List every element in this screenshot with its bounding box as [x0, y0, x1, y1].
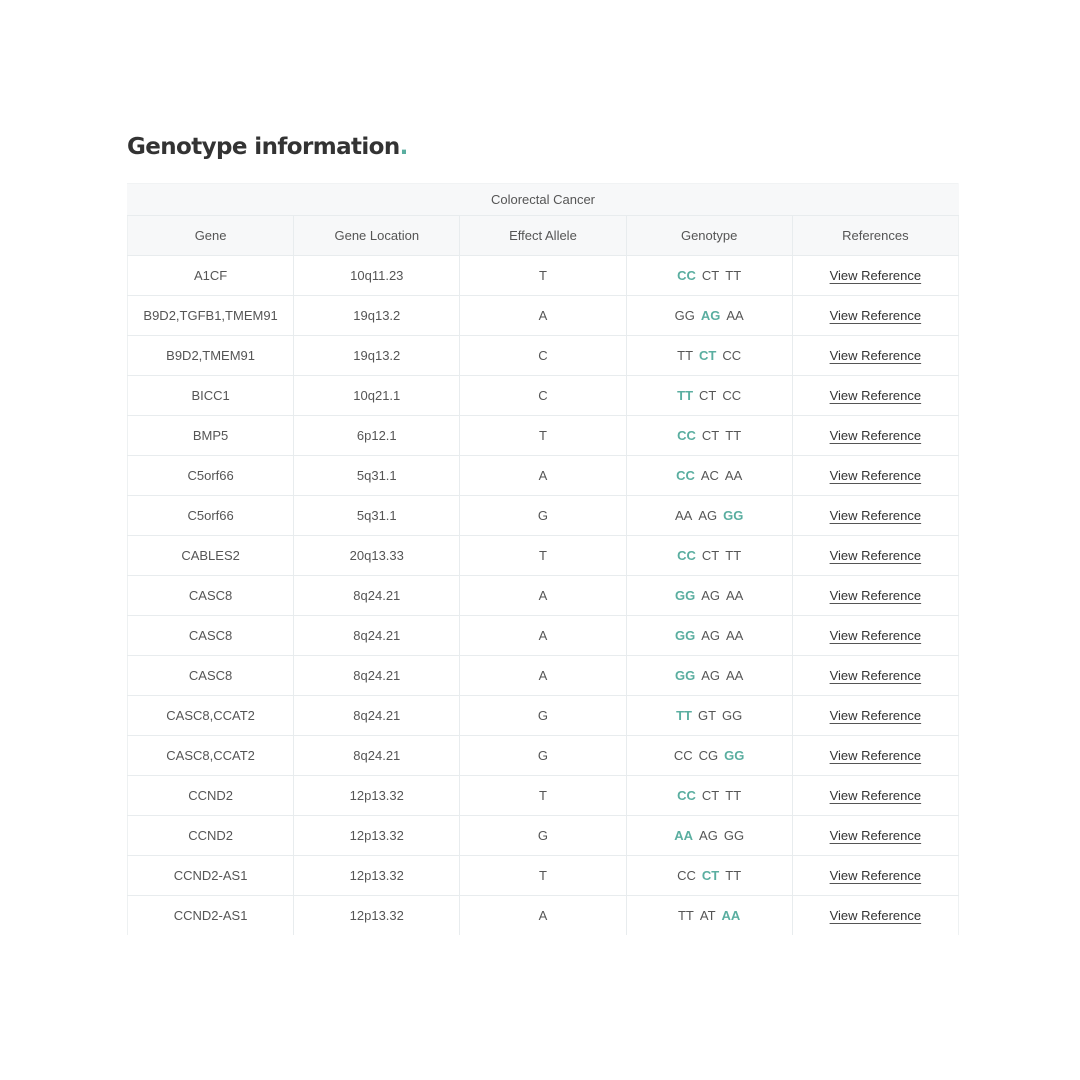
view-reference-link[interactable]: View Reference: [829, 388, 922, 403]
gene-cell: A1CF: [128, 256, 294, 296]
reference-cell: [792, 416, 958, 456]
genotype-value: TT: [677, 348, 694, 363]
reference-cell: [792, 376, 958, 416]
location-cell: 8q24.21: [294, 616, 460, 656]
reference-cell: [792, 816, 958, 856]
genotype-value: AA: [726, 588, 744, 603]
genotype-value-highlighted: GG: [674, 628, 696, 643]
table-row: [128, 296, 959, 336]
genotype-cell: [626, 736, 792, 776]
genotype-cell: [626, 336, 792, 376]
location-cell: 19q13.2: [294, 296, 460, 336]
effect-allele-cell: C: [460, 336, 626, 376]
genotype-value: AA: [674, 508, 693, 523]
genotype-value: GT: [697, 708, 717, 723]
view-reference-link[interactable]: View Reference: [829, 308, 922, 323]
table-caption: Colorectal Cancer: [128, 184, 959, 216]
table-row: [128, 536, 959, 576]
view-reference-link[interactable]: View Reference: [829, 548, 922, 563]
genotype-value: TT: [725, 268, 742, 283]
genotype-cell: [626, 616, 792, 656]
genotype-value-highlighted: AA: [674, 828, 694, 843]
reference-cell: [792, 536, 958, 576]
gene-cell: CASC8: [128, 576, 294, 616]
genotype-value: CT: [701, 788, 720, 803]
genotype-cell: [626, 856, 792, 896]
table-row: [128, 256, 959, 296]
effect-allele-cell: G: [460, 816, 626, 856]
genotype-value: TT: [725, 548, 742, 563]
table-header-row: [128, 216, 959, 256]
genotype-value-highlighted: GG: [674, 668, 696, 683]
location-cell: 20q13.33: [294, 536, 460, 576]
location-cell: 10q21.1: [294, 376, 460, 416]
genotype-value-highlighted: TT: [677, 388, 694, 403]
effect-allele-cell: A: [460, 456, 626, 496]
effect-allele-cell: A: [460, 656, 626, 696]
reference-cell: [792, 776, 958, 816]
genotype-value-highlighted: GG: [724, 748, 745, 763]
genotype-value-highlighted: CT: [699, 348, 717, 363]
genotype-cell: [626, 296, 792, 336]
effect-allele-cell: G: [460, 496, 626, 536]
location-cell: 12p13.32: [294, 776, 460, 816]
view-reference-link[interactable]: View Reference: [829, 348, 922, 363]
genotype-value: CC: [673, 748, 693, 763]
genotype-value-highlighted: CC: [677, 788, 696, 803]
genotype-cell: [626, 456, 792, 496]
genotype-value-highlighted: CT: [701, 868, 720, 883]
effect-allele-cell: A: [460, 296, 626, 336]
genotype-value: CC: [722, 348, 742, 363]
effect-allele-cell: A: [460, 616, 626, 656]
table-row: [128, 376, 959, 416]
genotype-value: GG: [723, 828, 745, 843]
view-reference-link[interactable]: View Reference: [829, 908, 922, 923]
view-reference-link[interactable]: View Reference: [829, 468, 922, 483]
genotype-value: AA: [726, 668, 744, 683]
effect-allele-cell: G: [460, 696, 626, 736]
table-row: [128, 616, 959, 656]
gene-cell: CASC8: [128, 656, 294, 696]
genotype-cell: [626, 776, 792, 816]
genotype-value-highlighted: CC: [677, 268, 696, 283]
location-cell: 6p12.1: [294, 416, 460, 456]
genotype-cell: [626, 416, 792, 456]
reference-cell: [792, 336, 958, 376]
location-cell: 8q24.21: [294, 736, 460, 776]
page-title: [127, 134, 408, 160]
effect-allele-cell: C: [460, 376, 626, 416]
table-body: [128, 256, 959, 936]
table-row: [128, 456, 959, 496]
view-reference-link[interactable]: View Reference: [829, 668, 922, 683]
genotype-cell: [626, 696, 792, 736]
location-cell: 19q13.2: [294, 336, 460, 376]
view-reference-link[interactable]: View Reference: [829, 788, 922, 803]
genotype-value: TT: [725, 428, 742, 443]
table-caption-row: [128, 184, 959, 216]
genotype-cell: [626, 816, 792, 856]
table-row: [128, 656, 959, 696]
genotype-value: AC: [700, 468, 719, 483]
column-header-references: References: [792, 216, 958, 256]
column-header-gene-location: Gene Location: [294, 216, 460, 256]
table-row: [128, 496, 959, 536]
effect-allele-cell: A: [460, 576, 626, 616]
genotype-value: TT: [725, 868, 742, 883]
table-row: [128, 416, 959, 456]
column-header-genotype: Genotype: [626, 216, 792, 256]
gene-cell: CASC8: [128, 616, 294, 656]
reference-cell: [792, 256, 958, 296]
table-row: [128, 776, 959, 816]
genotype-value: AT: [699, 908, 716, 923]
view-reference-link[interactable]: View Reference: [829, 708, 922, 723]
reference-cell: [792, 856, 958, 896]
view-reference-link[interactable]: View Reference: [829, 628, 922, 643]
view-reference-link[interactable]: View Reference: [829, 508, 922, 523]
genotype-value: AG: [701, 628, 720, 643]
genotype-value-highlighted: CC: [676, 468, 695, 483]
reference-cell: [792, 496, 958, 536]
genotype-value-highlighted: AG: [700, 308, 721, 323]
reference-cell: [792, 616, 958, 656]
table-row: [128, 736, 959, 776]
gene-cell: CASC8,CCAT2: [128, 696, 294, 736]
genotype-value: AA: [724, 468, 743, 483]
genotype-value: AG: [699, 828, 718, 843]
location-cell: 10q11.23: [294, 256, 460, 296]
gene-cell: B9D2,TGFB1,TMEM91: [128, 296, 294, 336]
genotype-value: CC: [722, 388, 742, 403]
gene-cell: CASC8,CCAT2: [128, 736, 294, 776]
genotype-cell: [626, 896, 792, 936]
effect-allele-cell: G: [460, 736, 626, 776]
location-cell: 12p13.32: [294, 816, 460, 856]
reference-cell: [792, 576, 958, 616]
genotype-value-highlighted: AA: [721, 908, 741, 923]
effect-allele-cell: T: [460, 536, 626, 576]
gene-cell: CCND2: [128, 816, 294, 856]
location-cell: 8q24.21: [294, 576, 460, 616]
genotype-value: TT: [725, 788, 742, 803]
reference-cell: [792, 696, 958, 736]
genotype-cell: [626, 576, 792, 616]
column-header-gene: Gene: [128, 216, 294, 256]
table-row: [128, 856, 959, 896]
genotype-value: CT: [699, 388, 717, 403]
genotype-cell: [626, 376, 792, 416]
genotype-table: [127, 183, 959, 936]
gene-cell: CCND2: [128, 776, 294, 816]
view-reference-link[interactable]: View Reference: [829, 868, 922, 883]
genotype-cell: [626, 256, 792, 296]
view-reference-link[interactable]: View Reference: [829, 428, 922, 443]
location-cell: 12p13.32: [294, 896, 460, 936]
location-cell: 8q24.21: [294, 656, 460, 696]
genotype-value: TT: [677, 908, 694, 923]
column-header-effect-allele: Effect Allele: [460, 216, 626, 256]
effect-allele-cell: T: [460, 416, 626, 456]
genotype-value-highlighted: TT: [676, 708, 692, 723]
reference-cell: [792, 896, 958, 936]
table-row: [128, 576, 959, 616]
table-row: [128, 696, 959, 736]
genotype-value: CT: [701, 548, 720, 563]
genotype-value: CT: [701, 268, 720, 283]
view-reference-link[interactable]: View Reference: [829, 588, 922, 603]
genotype-value-highlighted: GG: [723, 508, 744, 523]
page-title-dot: .: [399, 134, 408, 160]
effect-allele-cell: T: [460, 256, 626, 296]
view-reference-link[interactable]: View Reference: [829, 828, 922, 843]
genotype-value: AA: [726, 628, 744, 643]
genotype-value-highlighted: GG: [674, 588, 696, 603]
genotype-value: AG: [701, 668, 720, 683]
gene-cell: C5orf66: [128, 456, 294, 496]
reference-cell: [792, 296, 958, 336]
location-cell: 12p13.32: [294, 856, 460, 896]
genotype-value: AA: [726, 308, 744, 323]
page-title-text: Genotype information: [127, 134, 400, 160]
location-cell: 8q24.21: [294, 696, 460, 736]
gene-cell: CCND2-AS1: [128, 896, 294, 936]
genotype-value: CC: [677, 868, 696, 883]
reference-cell: [792, 456, 958, 496]
genotype-value-highlighted: CC: [677, 548, 696, 563]
genotype-table-wrapper: [127, 183, 959, 936]
reference-cell: [792, 656, 958, 696]
genotype-value: AG: [698, 508, 718, 523]
genotype-value: AG: [701, 588, 720, 603]
genotype-cell: [626, 496, 792, 536]
reference-cell: [792, 736, 958, 776]
gene-cell: BICC1: [128, 376, 294, 416]
genotype-value-highlighted: CC: [677, 428, 696, 443]
effect-allele-cell: A: [460, 896, 626, 936]
table-row: [128, 816, 959, 856]
genotype-value: CG: [698, 748, 719, 763]
genotype-value: GG: [674, 308, 695, 323]
genotype-value: GG: [722, 708, 743, 723]
gene-cell: BMP5: [128, 416, 294, 456]
genotype-cell: [626, 536, 792, 576]
gene-cell: C5orf66: [128, 496, 294, 536]
location-cell: 5q31.1: [294, 496, 460, 536]
effect-allele-cell: T: [460, 776, 626, 816]
view-reference-link[interactable]: View Reference: [829, 748, 922, 763]
gene-cell: CABLES2: [128, 536, 294, 576]
genotype-cell: [626, 656, 792, 696]
table-row: [128, 896, 959, 936]
gene-cell: B9D2,TMEM91: [128, 336, 294, 376]
location-cell: 5q31.1: [294, 456, 460, 496]
genotype-value: CT: [701, 428, 720, 443]
view-reference-link[interactable]: View Reference: [829, 268, 922, 283]
effect-allele-cell: T: [460, 856, 626, 896]
gene-cell: CCND2-AS1: [128, 856, 294, 896]
table-row: [128, 336, 959, 376]
